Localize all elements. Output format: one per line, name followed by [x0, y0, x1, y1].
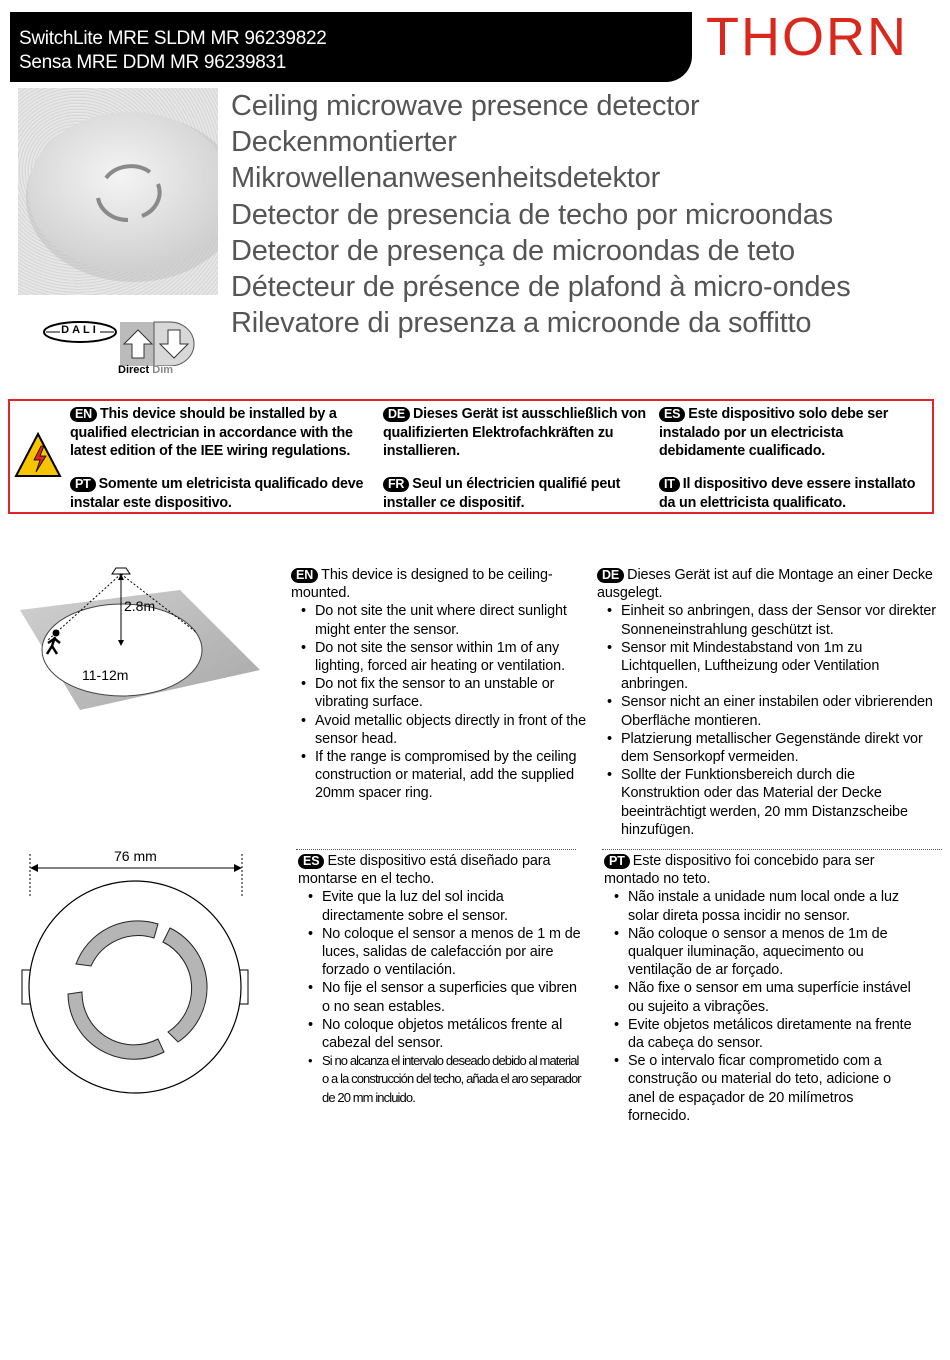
- divider: [602, 849, 942, 850]
- list-item: • Platzierung metallischer Gegenstände direkt vor dem Sensorkopf vermeiden.: [621, 730, 937, 766]
- title-fr: Détecteur de présence de plafond à micro-ondes: [231, 271, 851, 304]
- list-item: • Si no alcanza el intervalo deseado debido al material o a la construcción del techo, añada el aro separador de 20 mm incluido.: [322, 1052, 583, 1107]
- warning-es: ES Este dispositivo solo debe ser instalado por un electricista debidamente cualificado.: [659, 406, 889, 459]
- title-en: Ceiling microwave presence detector: [231, 90, 700, 122]
- list-item: • Evite objetos metálicos diretamente na frente da cabeça do sensor.: [628, 1016, 914, 1052]
- height-label: 2.8m: [124, 598, 156, 614]
- direct-dim-logo: [118, 320, 196, 376]
- list-item: • Avoid metallic objects directly in front of the sensor head.: [315, 712, 586, 748]
- list-item: • If the range is compromised by the ceiling construction or material, add the supplied 20mm spacer ring.: [315, 748, 586, 803]
- list-item: • No coloque objetos metálicos frente al cabezal del sensor.: [322, 1016, 583, 1052]
- warning-it: IT Il dispositivo deve essere installato da un elettricista qualificato.: [659, 476, 916, 511]
- list-item: • Do not fix the sensor to an unstable or vibrating surface.: [315, 675, 586, 711]
- title-block: [231, 88, 851, 341]
- instructions-pt: PT Este dispositivo foi concebido para ser montado no teto. • Não instale a unidade num local onde a luz solar direta possa incidir no sensor. • Não coloque o sensor a menos de 1m de qualquer iluminação, aquecimento ou ventilação de ar forçado. • Não fixe o sensor em uma superfície instável ou sujeito a vibrações. • Evite objetos metálicos diretamente na frente da cabeça do sensor. • Se o intervalo ficar comprometido com a construção ou material do teto, adicione o anel de espaçador de 20 milímetros fornecido.: [604, 852, 914, 1125]
- direct-label: Direct: [118, 364, 150, 376]
- range-label: 11-12m: [82, 667, 129, 683]
- list-item: • No fije el sensor a superficies que vibren o no sean estables.: [322, 979, 583, 1015]
- title-es: Detector de presencia de techo por microondas: [231, 198, 833, 231]
- list-item: • Não coloque o sensor a menos de 1m de qualquer iluminação, aquecimento ou ventilação de ar forçado.: [628, 925, 914, 980]
- dali-logo: DALI: [42, 320, 118, 344]
- warning-de: DE Dieses Gerät ist ausschließlich von qualifizierten Elektrofachkräften zu installieren.: [383, 406, 646, 459]
- product-line-1: SwitchLite MRE SLDM MR 96239822: [19, 28, 327, 49]
- list-item: • Não fixe o sensor em uma superfície instável ou sujeito a vibrações.: [628, 979, 914, 1015]
- diameter-label: 76 mm: [114, 848, 157, 864]
- title-it: Rilevatore di presenza a microonde da soffitto: [231, 307, 812, 340]
- list-item: • Do not site the sensor within 1m of any lighting, forced air heating or ventilation.: [315, 639, 586, 675]
- list-item: • Se o intervalo ficar comprometido com a construção ou material do teto, adicione o anel de espaçador de 20 milímetros fornecido.: [628, 1052, 914, 1125]
- title-de-2: Mikrowellenanwesenheitsdetektor: [231, 162, 661, 195]
- list-item: • Sensor nicht an einer instabilen oder vibrierenden Oberfläche montieren.: [621, 693, 937, 729]
- product-header: [10, 12, 692, 82]
- warning-pt: PT Somente um eletricista qualificado deve instalar este dispositivo.: [70, 476, 364, 511]
- list-item: • Evite que la luz del sol incida directamente sobre el sensor.: [322, 888, 583, 924]
- coverage-diagram: [20, 560, 260, 730]
- list-item: • Einheit so anbringen, dass der Sensor vor direkter Sonneneinstrahlung geschützt ist.: [621, 602, 937, 638]
- divider: [296, 849, 576, 850]
- thorn-logo: THORN: [706, 7, 908, 67]
- product-line-2: Sensa MRE DDM MR 96239831: [19, 52, 287, 73]
- warning-en: EN This device should be installed by a qualified electrician in accordance with the latest edition of the IEE wiring regulations.: [70, 406, 353, 459]
- instructions-es: ES Este dispositivo está diseñado para montarse en el techo. • Evite que la luz del sol incida directamente sobre el sensor. • No coloque el sensor a menos de 1 m de luces, salidas de calefacción por aire forzado o ventilación. • No fije el sensor a superficies que vibren o no sean estables. • No coloque objetos metálicos frente al cabezal del sensor. • Si no alcanza el intervalo deseado debido al material o a la construcción del techo, añada el aro separador de 20 mm incluido.: [298, 852, 583, 1107]
- instructions-en: EN This device is designed to be ceiling-mounted. • Do not site the unit where direct sunlight might enter the sensor. • Do not site the sensor within 1m of any lighting, forced air heating or ventilation. • Do not fix the sensor to an unstable or vibrating surface. • Avoid metallic objects directly in front of the sensor head. • If the range is compromised by the ceiling construction or material, add the supplied 20mm spacer ring.: [291, 566, 586, 803]
- product-photo: [18, 88, 218, 295]
- title-pt: Detector de presença de microondas de teto: [231, 234, 795, 267]
- list-item: • Sensor mit Mindestabstand von 1m zu Lichtquellen, Luftheizung oder Ventilation anbringen.: [621, 639, 937, 694]
- warning-fr: FR Seul un électricien qualifié peut installer ce dispositif.: [383, 476, 621, 511]
- title-de-1: Deckenmontierter: [231, 126, 457, 159]
- list-item: • Não instale a unidade num local onde a luz solar direta possa incidir no sensor.: [628, 888, 914, 924]
- sensor-dimension-diagram: [18, 846, 252, 1136]
- list-item: • No coloque el sensor a menos de 1 m de luces, salidas de calefacción por aire forzado o ventilación.: [322, 925, 583, 980]
- list-item: • Sollte der Funktionsbereich durch die Konstruktion oder das Material der Decke beeinträchtigt werden, 20 mm Distanzscheibe hinzufügen.: [621, 766, 937, 839]
- instructions-de: DE Dieses Gerät ist auf die Montage an einer Decke ausgelegt. • Einheit so anbringen, dass der Sensor vor direkter Sonneneinstrahlung geschützt ist. • Sensor mit Mindestabstand von 1m zu Lichtquellen, Luftheizung oder Ventilation anbringen. • Sensor nicht an einer instabilen oder vibrierenden Oberfläche montieren. • Platzierung metallischer Gegenstände direkt vor dem Sensorkopf vermeiden. • Sollte der Funktionsbereich durch die Konstruktion oder das Material der Decke beeinträchtigt werden, 20 mm Distanzscheibe hinzufügen.: [597, 566, 937, 839]
- warning-triangle-icon: [14, 432, 62, 483]
- list-item: • Do not site the unit where direct sunlight might enter the sensor.: [315, 602, 586, 638]
- dim-label: Dim: [152, 364, 174, 376]
